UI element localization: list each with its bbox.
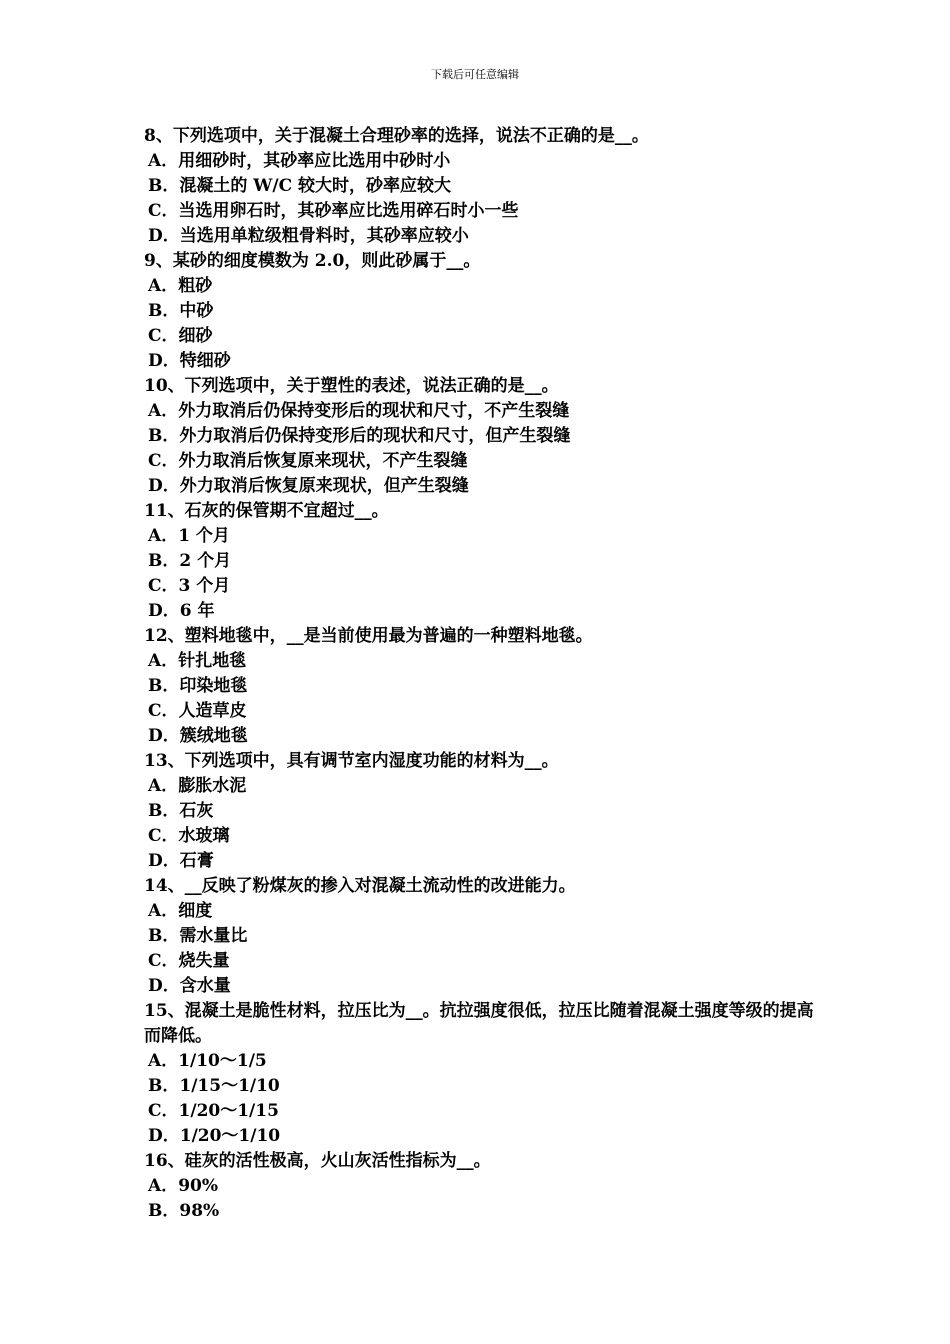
question-stem: 14、__反映了粉煤灰的掺入对混凝土流动性的改进能力。 [144,876,576,896]
question-stem: 13、下列选项中，具有调节室内湿度功能的材料为__。 [144,751,559,771]
question-stem: 16、硅灰的活性极高，火山灰活性指标为__。 [144,1151,491,1171]
option-b: B．1/15～1/10 [148,1076,280,1096]
option-a: A．膨胀水泥 [148,776,247,796]
option-a: A．用细砂时，其砂率应比选用中砂时小 [148,151,451,171]
option-a: A．外力取消后仍保持变形后的现状和尺寸，不产生裂缝 [148,401,570,421]
question-stem: 10、下列选项中，关于塑性的表述，说法正确的是__。 [144,376,559,396]
question-10 [144,374,824,499]
question-stem: 11、石灰的保管期不宜超过__。 [144,501,389,521]
option-b: B．2 个月 [148,551,232,571]
option-b: B．需水量比 [148,926,248,946]
option-b: B．印染地毯 [148,676,248,696]
option-c: C．当选用卵石时，其砂率应比选用碎石时小一些 [148,201,519,221]
question-stem: 9、某砂的细度模数为 2.0，则此砂属于__。 [144,251,481,271]
page-header: 下载后可任意编辑 [431,68,519,81]
question-13 [144,749,824,874]
option-b: B．石灰 [148,801,214,821]
option-d: D．1/20～1/10 [148,1126,281,1146]
option-c: C．水玻璃 [148,826,230,846]
option-d: D．6 年 [148,601,215,621]
option-c: C．细砂 [148,326,213,346]
option-b: B．混凝土的 W/C 较大时，砂率应较大 [148,176,452,196]
question-9 [144,249,824,374]
question-stem: 8、下列选项中，关于混凝土合理砂率的选择，说法不正确的是__。 [144,126,649,146]
option-a: A．粗砂 [148,276,213,296]
option-d: D．簇绒地毯 [148,726,248,746]
option-a: A．1 个月 [148,526,230,546]
option-c: C．烧失量 [148,951,230,971]
option-c: C．3 个月 [148,576,231,596]
question-11 [144,499,824,624]
option-d: D．当选用单粒级粗骨料时，其砂率应较小 [148,226,469,246]
option-d: D．石膏 [148,851,214,871]
option-a: A．细度 [148,901,213,921]
option-b: B．外力取消后仍保持变形后的现状和尺寸，但产生裂缝 [148,426,571,446]
option-a: A．90% [148,1176,219,1196]
option-d: D．外力取消后恢复原来现状，但产生裂缝 [148,476,469,496]
question-stem: 15、混凝土是脆性材料，拉压比为__。抗拉强度很低，拉压比随着混凝土强度等级的提高而降低。 [144,1001,814,1046]
option-c: C．1/20～1/15 [148,1101,279,1121]
question-stem: 12、塑料地毯中，__是当前使用最为普遍的一种塑料地毯。 [144,626,593,646]
option-c: C．外力取消后恢复原来现状，不产生裂缝 [148,451,468,471]
option-a: A．1/10～1/5 [148,1051,267,1071]
question-12 [144,624,824,749]
option-d: D．特细砂 [148,351,231,371]
question-8 [144,124,824,249]
option-d: D．含水量 [148,976,231,996]
option-a: A．针扎地毯 [148,651,247,671]
question-16 [144,1149,824,1224]
option-c: C．人造草皮 [148,701,247,721]
question-15 [144,999,824,1149]
option-b: B．98% [148,1201,220,1221]
question-list [144,124,824,1224]
question-14 [144,874,824,999]
option-b: B．中砂 [148,301,214,321]
